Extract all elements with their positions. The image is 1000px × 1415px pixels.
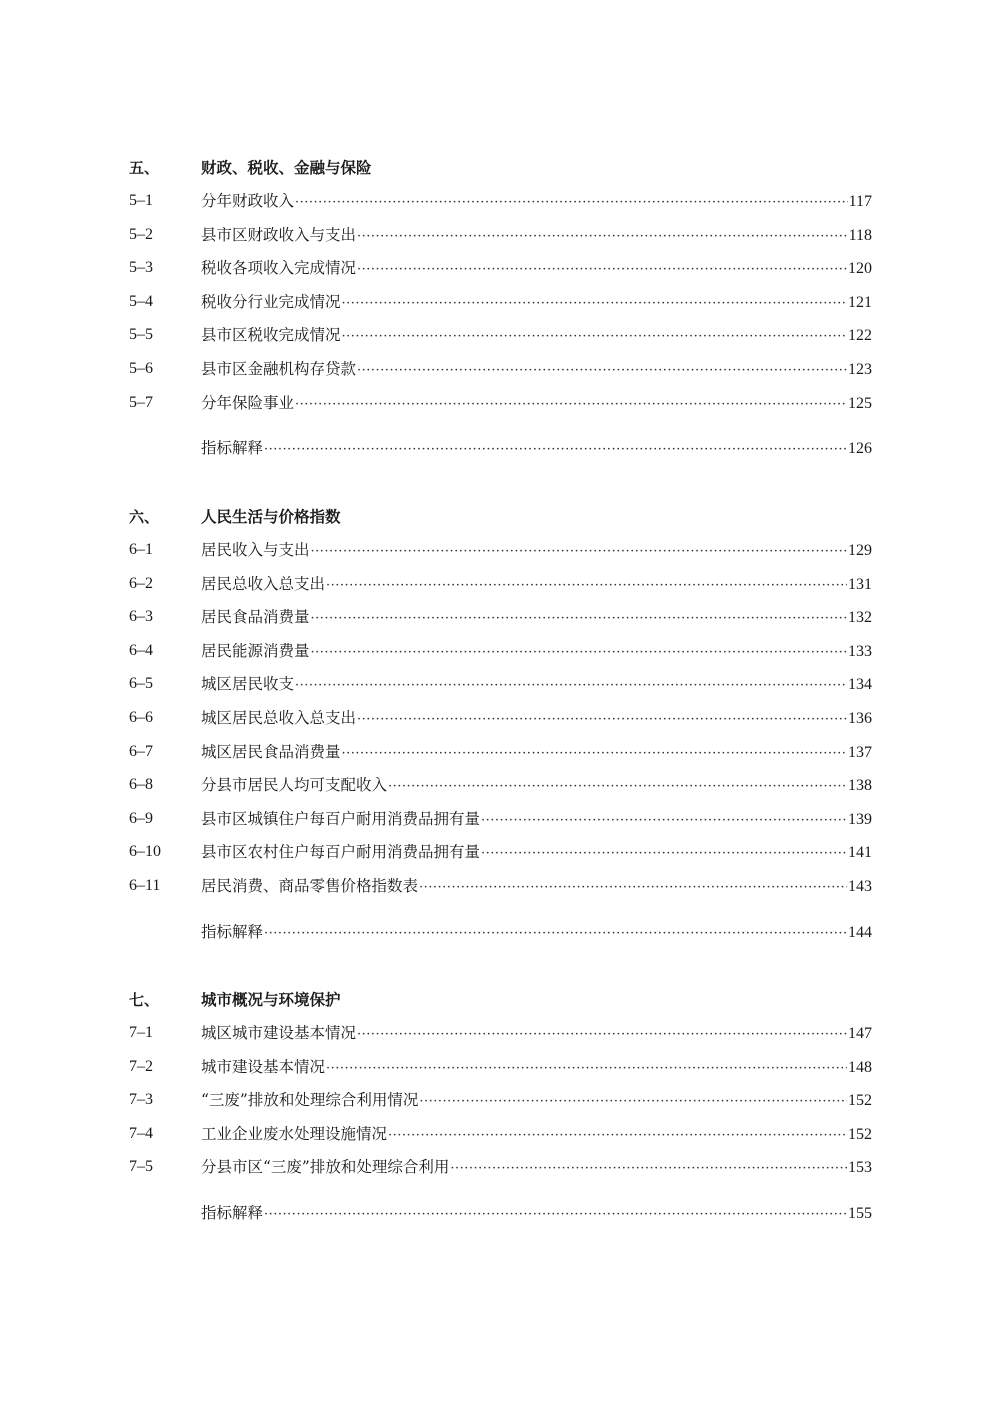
- dot-leader: [264, 1202, 847, 1228]
- page-number: 152: [848, 1125, 872, 1143]
- dot-leader: [342, 291, 847, 317]
- toc-entry[interactable]: [0, 322, 1000, 348]
- page-number: 136: [848, 710, 872, 727]
- entry-title: 工业企业废水处理设施情况: [201, 1124, 388, 1143]
- entry-number: 6–10: [129, 843, 161, 861]
- page-number: 126: [848, 440, 872, 458]
- entry-title: 城区居民总收入总支出: [201, 709, 357, 727]
- page-number: 148: [848, 1058, 872, 1076]
- toc-entry[interactable]: [0, 1087, 1000, 1113]
- dot-leader: [357, 707, 847, 733]
- toc-entry[interactable]: [0, 1020, 1000, 1046]
- entry-title: “三废”排放和处理综合利用情况: [201, 1091, 419, 1110]
- entry-title: 分县市区“三废”排放和处理综合利用: [201, 1158, 450, 1177]
- page-number: 131: [848, 575, 872, 593]
- dot-leader: [481, 841, 847, 867]
- entry-title: 城区居民收支: [201, 675, 295, 694]
- dot-leader: [388, 1123, 847, 1149]
- section-number: 五、: [129, 159, 160, 177]
- entry-number: 6–6: [129, 709, 153, 726]
- toc-entry-explanation[interactable]: [0, 435, 1000, 461]
- entry-number: 6–11: [129, 877, 161, 894]
- page-number: 118: [848, 226, 872, 244]
- dot-leader: [326, 1056, 847, 1082]
- entry-title: 县市区财政收入与支出: [201, 225, 357, 244]
- entry-title: 居民食品消费量: [201, 608, 310, 627]
- entry-title: 城市建设基本情况: [201, 1057, 326, 1076]
- page-number: 139: [848, 810, 872, 828]
- page-number: 147: [848, 1025, 872, 1042]
- entry-number: 7–1: [129, 1024, 153, 1041]
- toc-entry[interactable]: [0, 604, 1000, 630]
- page-number: 125: [848, 394, 872, 412]
- entry-title: 居民能源消费量: [201, 641, 310, 660]
- toc-entry[interactable]: [0, 255, 1000, 281]
- page-number: 121: [848, 293, 872, 311]
- dot-leader: [342, 741, 847, 767]
- dot-leader: [419, 875, 847, 901]
- toc-entry[interactable]: [0, 356, 1000, 382]
- entry-title: 城区城市建设基本情况: [201, 1024, 357, 1042]
- entry-title: 税收各项收入完成情况: [201, 259, 357, 278]
- toc-entry[interactable]: [0, 705, 1000, 731]
- toc-entry-explanation[interactable]: [0, 919, 1000, 945]
- section-number: 六、: [129, 508, 160, 526]
- toc-entry[interactable]: [0, 671, 1000, 697]
- page-number: 123: [848, 361, 872, 378]
- dot-leader: [357, 358, 847, 384]
- entry-number: 6–2: [129, 574, 153, 592]
- page-number: 120: [848, 260, 872, 278]
- section-title: 人民生活与价格指数: [201, 508, 341, 526]
- entry-number: 6–5: [129, 675, 153, 693]
- entry-title: 居民收入与支出: [201, 541, 310, 559]
- entry-number: 5–6: [129, 360, 153, 377]
- page-number: 133: [848, 642, 872, 660]
- entry-number: 6–3: [129, 608, 153, 626]
- entry-number: 5–4: [129, 292, 153, 310]
- toc-entry[interactable]: [0, 772, 1000, 798]
- entry-title: 指标解释: [201, 922, 264, 941]
- toc-entry[interactable]: [0, 222, 1000, 248]
- page-number: 144: [848, 923, 872, 941]
- section-title: 城市概况与环境保护: [201, 991, 341, 1009]
- entry-number: 7–2: [129, 1057, 153, 1075]
- entry-number: 5–2: [129, 225, 153, 243]
- section-heading: [0, 155, 1000, 181]
- toc-entry[interactable]: [0, 839, 1000, 865]
- dot-leader: [450, 1156, 847, 1182]
- entry-title: 指标解释: [201, 439, 264, 458]
- entry-title: 分县市居民人均可支配收入: [201, 776, 388, 795]
- toc-entry[interactable]: [0, 1121, 1000, 1147]
- toc-entry[interactable]: [0, 571, 1000, 597]
- page-number: 153: [848, 1159, 872, 1177]
- toc-entry-explanation[interactable]: [0, 1200, 1000, 1226]
- entry-number: 5–1: [129, 192, 153, 209]
- dot-leader: [388, 774, 847, 800]
- entry-title: 居民总收入总支出: [201, 574, 326, 593]
- toc-entry[interactable]: [0, 806, 1000, 832]
- entry-number: 7–5: [129, 1158, 153, 1176]
- dot-leader: [311, 640, 847, 666]
- toc-entry[interactable]: [0, 390, 1000, 416]
- page-number: 138: [848, 777, 872, 795]
- page-number: 129: [848, 542, 872, 559]
- entry-number: 6–8: [129, 776, 153, 794]
- entry-number: 6–7: [129, 742, 153, 760]
- entry-number: 6–9: [129, 809, 153, 827]
- page-number: 141: [848, 844, 872, 862]
- entry-number: 5–5: [129, 326, 153, 344]
- toc-entry[interactable]: [0, 873, 1000, 899]
- dot-leader: [311, 606, 847, 632]
- entry-number: 6–1: [129, 541, 153, 558]
- section-title: 财政、税收、金融与保险: [201, 159, 372, 177]
- page-number: 134: [848, 676, 872, 694]
- entry-title: 县市区金融机构存贷款: [201, 360, 357, 378]
- toc-entry[interactable]: [0, 188, 1000, 214]
- entry-title: 分年财政收入: [201, 192, 295, 210]
- dot-leader: [264, 437, 847, 463]
- entry-number: 7–3: [129, 1091, 153, 1109]
- dot-leader: [357, 224, 848, 250]
- entry-number: 6–4: [129, 641, 153, 659]
- entry-title: 县市区税收完成情况: [201, 326, 341, 345]
- entry-number: 5–7: [129, 393, 153, 411]
- dot-leader: [357, 257, 847, 283]
- page-number: 117: [848, 193, 872, 210]
- dot-leader: [295, 673, 847, 699]
- entry-number: 7–4: [129, 1124, 153, 1142]
- entry-title: 居民消费、商品零售价格指数表: [201, 877, 419, 895]
- entry-title: 指标解释: [201, 1203, 264, 1222]
- page-number: 132: [848, 609, 872, 627]
- toc-entry[interactable]: [0, 537, 1000, 563]
- entry-number: 5–3: [129, 259, 153, 277]
- page-number: 155: [848, 1204, 872, 1222]
- dot-leader: [326, 573, 847, 599]
- section-heading: [0, 987, 1000, 1013]
- entry-title: 县市区城镇住户每百户耐用消费品拥有量: [201, 809, 481, 828]
- section-heading: [0, 504, 1000, 530]
- entry-title: 分年保险事业: [201, 393, 295, 412]
- dot-leader: [264, 921, 847, 947]
- dot-leader: [342, 324, 847, 350]
- section-number: 七、: [129, 991, 160, 1009]
- entry-title: 税收分行业完成情况: [201, 292, 341, 311]
- dot-leader: [481, 808, 847, 834]
- dot-leader: [419, 1089, 847, 1115]
- page-number: 122: [848, 327, 872, 345]
- toc-entry[interactable]: [0, 1154, 1000, 1180]
- dot-leader: [295, 190, 848, 216]
- dot-leader: [295, 392, 847, 418]
- entry-title: 县市区农村住户每百户耐用消费品拥有量: [201, 843, 481, 862]
- entry-title: 城区居民食品消费量: [201, 742, 341, 761]
- page-number: 143: [848, 878, 872, 895]
- page-number: 152: [848, 1092, 872, 1110]
- page-number: 137: [848, 743, 872, 761]
- dot-leader: [311, 539, 847, 565]
- dot-leader: [357, 1022, 847, 1048]
- toc-entry[interactable]: [0, 739, 1000, 765]
- toc-entry[interactable]: [0, 1054, 1000, 1080]
- toc-entry[interactable]: [0, 638, 1000, 664]
- toc-entry[interactable]: [0, 289, 1000, 315]
